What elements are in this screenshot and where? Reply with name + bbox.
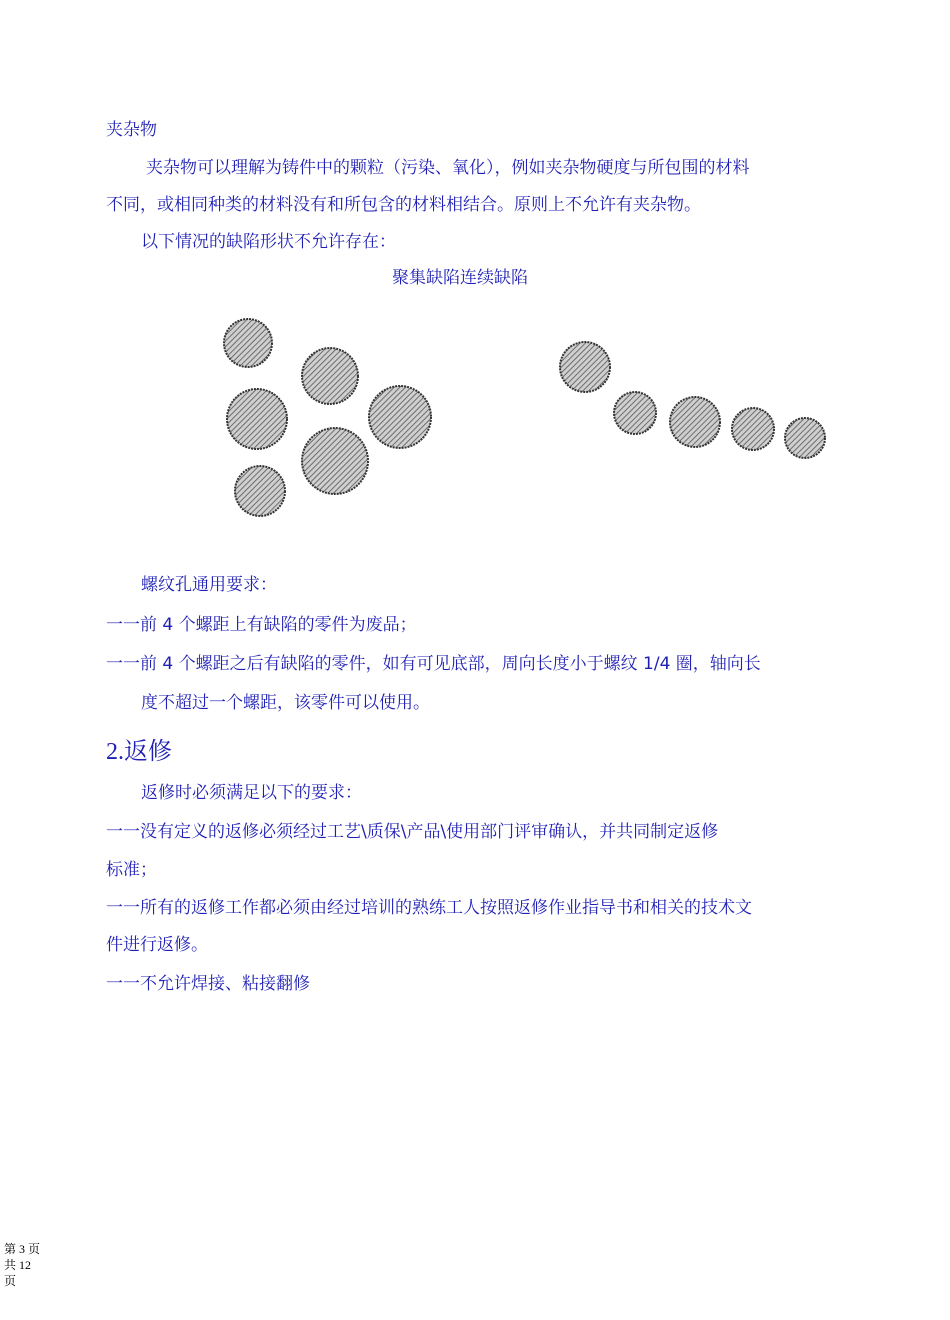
paragraph-line: 返修时必须满足以下的要求： (141, 783, 362, 803)
list-item: 一一前 4 个螺距之后有缺陷的零件，如有可见底部，周向长度小于螺纹 1/4 圈，轴向长 (106, 654, 761, 674)
defect-circle (227, 389, 287, 449)
page-total-unit: 页 (4, 1274, 17, 1288)
defect-circle (302, 428, 368, 494)
figure-caption: 聚集缺陷连续缺陷 (392, 268, 528, 288)
list-item-continuation: 标准； (106, 860, 157, 880)
cluster-defect-group (224, 319, 431, 516)
list-item: 一一前 4 个螺距上有缺陷的零件为废品； (106, 615, 417, 635)
page-total: 共 12 (4, 1258, 32, 1272)
defect-circle (614, 392, 656, 434)
defect-circle (302, 348, 358, 404)
defect-figure (0, 300, 950, 540)
defect-circle (235, 466, 285, 516)
paragraph-line: 夹杂物可以理解为铸件中的颗粒（污染、氧化），例如夹杂物硬度与所包围的材料 (146, 158, 750, 178)
thread-title: 螺纹孔通用要求： (141, 575, 277, 595)
list-item-continuation: 度不超过一个螺距，该零件可以使用。 (141, 693, 430, 713)
defect-circle (732, 408, 774, 450)
section-heading: 2.返修 (106, 739, 172, 765)
defect-circle (369, 386, 431, 448)
page-number: 第 3 页 (4, 1242, 41, 1256)
continuous-defect-group (560, 342, 825, 458)
paragraph-line: 以下情况的缺陷形状不允许存在： (141, 232, 396, 252)
defect-circle (670, 397, 720, 447)
section-title: 夹杂物 (106, 120, 157, 140)
defect-circle (224, 319, 272, 367)
paragraph-line: 不同，或相同种类的材料没有和所包含的材料相结合。原则上不允许有夹杂物。 (106, 195, 701, 215)
list-item: 一一所有的返修工作都必须由经过培训的熟练工人按照返修作业指导书和相关的技术文 (106, 898, 752, 918)
defect-circle (560, 342, 610, 392)
defect-circle (785, 418, 825, 458)
list-item: 一一不允许焊接、粘接翻修 (106, 974, 310, 994)
list-item-continuation: 件进行返修。 (106, 935, 208, 955)
list-item: 一一没有定义的返修必须经过工艺\质保\产品\使用部门评审确认，并共同制定返修 (106, 822, 719, 842)
